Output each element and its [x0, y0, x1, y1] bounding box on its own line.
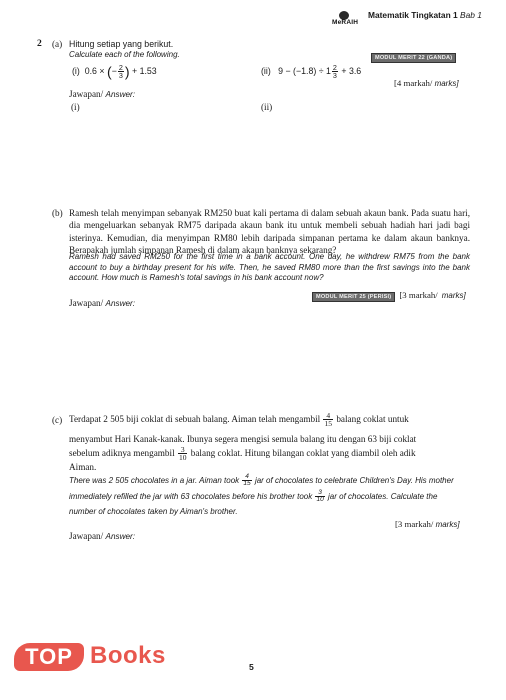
fraction-denominator: 10 — [316, 496, 324, 504]
part-c-ms-line-4: Aiman. — [69, 462, 97, 472]
part-a-label: (a) — [52, 39, 63, 49]
question-number: 2 — [37, 38, 42, 49]
fraction-denominator: 3 — [118, 71, 123, 81]
part-c-marks — [395, 518, 460, 531]
item-i-expr-start: 0.6 × — [84, 66, 105, 76]
answer-en: Answer: — [105, 532, 136, 541]
item-ii-fraction — [332, 64, 338, 79]
part-c-en-line-2 — [69, 486, 470, 508]
answer-i-label: (i) — [71, 102, 80, 112]
marks-ms: [3 markah/ — [395, 519, 434, 529]
fraction-numerator: 2 — [118, 62, 123, 72]
item-i-fraction — [118, 64, 124, 79]
fraction-3-10 — [178, 446, 188, 462]
marks-ms: [3 markah/ — [399, 290, 438, 300]
answer-en: Answer: — [105, 90, 136, 99]
watermark-top: TOP — [14, 643, 84, 671]
part-b-question-en: Ramesh had saved RM250 for the first time in a bank account. One day, he withdrew RM75 from the bank account to buy a birthday present for his wife. Then, he saved RM80 more than the first savings into the bank account. How much is Ramesh's total savings in his bank account now? — [69, 252, 470, 282]
part-c-ms-line-3 — [69, 441, 470, 465]
header-chapter: Bab 1 — [460, 10, 482, 20]
item-ii-expr-start: 9 − (−1.8) ÷ 1 — [278, 66, 331, 76]
part-c-en-line-3: number of chocolates taken by Aiman's brother. — [69, 507, 238, 516]
watermark-books: Books — [90, 642, 166, 669]
fraction-denominator: 15 — [324, 419, 333, 429]
marks-en: marks] — [435, 520, 460, 529]
answer-ms: Jawapan/ — [69, 298, 104, 308]
text: balang coklat. Hitung bilangan coklat yang diambil oleh adik — [190, 448, 416, 458]
part-c-answer-label — [69, 530, 135, 543]
answer-ms: Jawapan/ — [69, 531, 104, 541]
text: There was 2 505 chocolates in a jar. Aiman took — [69, 476, 240, 485]
open-paren: ( — [106, 63, 112, 80]
publisher-logo — [332, 11, 362, 26]
topbooks-watermark-logo — [14, 641, 176, 675]
answer-ms: Jawapan/ — [69, 89, 104, 99]
part-a-modul-tag — [371, 46, 456, 64]
fraction-4-15 — [323, 412, 333, 428]
marks-en: marks] — [434, 79, 459, 88]
modul-tag-label: MODUL MERIT 25 (PERISI) — [312, 292, 395, 302]
fraction-numerator: 3 — [178, 446, 188, 455]
fraction-denominator: 15 — [243, 480, 251, 488]
fraction-numerator: 2 — [332, 62, 337, 72]
fraction-numerator: 3 — [315, 490, 324, 498]
fraction-numerator: 4 — [323, 412, 333, 421]
part-b-marks-row — [312, 285, 466, 303]
part-c-ms-line-2: menyambut Hari Kanak-kanak. Ibunya segera mengisi semula balang itu dengan 63 biji coklat — [69, 434, 417, 444]
part-a-item-ii — [261, 60, 361, 82]
page-header-title — [368, 10, 482, 20]
answer-ii-label: (ii) — [261, 102, 273, 112]
logo-text: MeRAIH — [332, 19, 359, 26]
text: Terdapat 2 505 biji coklat di sebuah balang. Aiman telah mengambil — [69, 414, 321, 424]
fraction-3-10-en — [315, 490, 324, 504]
part-a-marks — [394, 77, 459, 90]
part-b-question-ms: Ramesh telah menyimpan sebanyak RM250 buat kali pertama di dalam sebuah akaun bank. Pada suatu hari, dia mengeluarkan sebanyak RM75 daripada akaun bank itu untuk membeli sebuah hadiah hari jadi bagi isterinya. Kemudian, dia menyimpan RM80 lebih daripada simpanan pertama ke dalam akaun banknya. Berapakah jumlah simpanan Ramesh di dalam akaun banknya sekarang? — [69, 208, 470, 255]
part-a-instruction-ms: Hitung setiap yang berikut. — [69, 39, 174, 49]
item-i-expr-end: + 1.53 — [132, 66, 157, 76]
text: balang coklat untuk — [336, 414, 409, 424]
fraction-denominator: 3 — [332, 71, 337, 81]
item-i-label: (i) — [72, 66, 80, 76]
marks-ms: [4 markah/ — [394, 78, 433, 88]
text: jar of chocolates to celebrate Children's Day. His mother — [254, 476, 454, 485]
header-book-title: Matematik Tingkatan 1 — [368, 10, 458, 20]
answer-en: Answer: — [105, 299, 136, 308]
part-a-instruction-en: Calculate each of the following. — [69, 50, 180, 59]
fraction-denominator: 10 — [178, 453, 187, 463]
text: jar of chocolates. Calculate the — [328, 492, 438, 501]
part-c-label: (c) — [52, 415, 63, 425]
part-a-item-i — [72, 60, 157, 83]
text: sebelum adiknya mengambil — [69, 448, 175, 458]
part-b-answer-label — [69, 297, 135, 310]
part-b-label: (b) — [52, 208, 63, 218]
part-c-ms-line-1 — [69, 407, 470, 431]
close-paren: ) — [124, 63, 130, 80]
marks-en: marks] — [441, 291, 466, 300]
modul-tag-label: MODUL MERIT 22 (GANDA) — [371, 53, 456, 63]
item-i-neg: − — [111, 66, 117, 76]
text: immediately refilled the jar with 63 chocolates before his brother took — [69, 492, 313, 501]
item-ii-expr-end: + 3.6 — [341, 66, 362, 76]
page-number: 5 — [249, 662, 254, 672]
part-a-answer-label — [69, 88, 135, 101]
item-ii-label: (ii) — [261, 66, 271, 76]
fraction-numerator: 4 — [242, 474, 251, 482]
